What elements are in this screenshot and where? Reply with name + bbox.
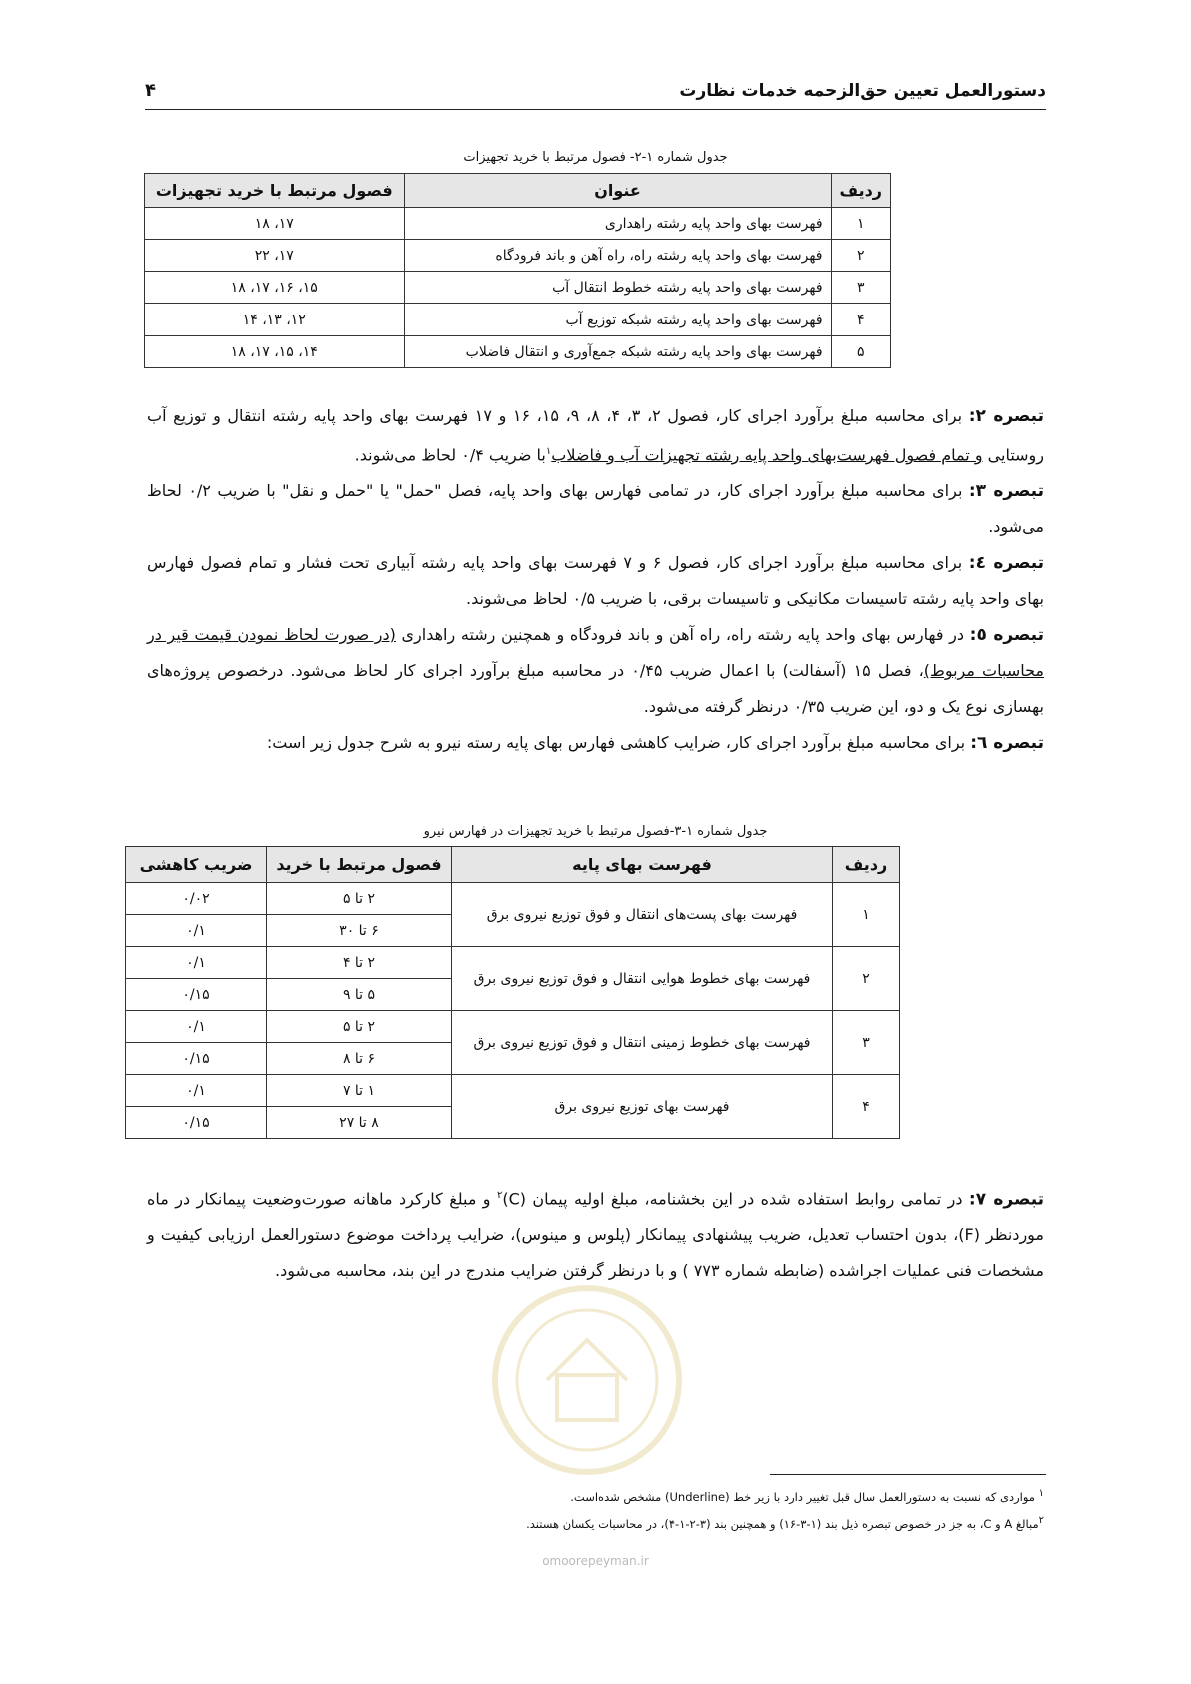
table1-cell-title: فهرست بهای واحد پایه رشته شبکه جمع‌آوری و انتقال فاضلاب (404, 336, 831, 368)
table2-cell-factor: ۰/۱ (126, 1011, 267, 1043)
table1-cell-chapters: ۱۷، ۱۸ (145, 208, 405, 240)
table1-cell-title: فهرست بهای واحد پایه رشته شبکه توزیع آب (404, 304, 831, 336)
note-3-text: برای محاسبه مبلغ برآورد اجرای کار، در تمامی فهارس بهای واحد پایه، فصل "حمل" یا "حمل و نقل" با ضریب ۰/۲ لحاظ می‌شود. (147, 481, 1044, 537)
footnote-2-num: ۲ (1038, 1514, 1044, 1526)
table1-row (145, 304, 891, 336)
table2-caption: جدول شماره ۱-۳-فصول مرتبط با خرید تجهیزات در فهارس نیرو (423, 824, 768, 839)
table1-cell-chapters: ۱۵، ۱۶، ۱۷، ۱۸ (145, 272, 405, 304)
note-7 (147, 1178, 1044, 1289)
table1-cell-row-num: ۱ (831, 208, 890, 240)
table2 (125, 846, 900, 1139)
table2-cell-factor: ۰/۰۲ (126, 883, 267, 915)
table2-cell-row-num: ۲ (833, 947, 900, 1011)
table2-cell-chapters: ۲ تا ۵ (267, 1011, 452, 1043)
table1-cell-title: فهرست بهای واحد پایه رشته راهداری (404, 208, 831, 240)
table2-cell-title: فهرست بهای توزیع نیروی برق (452, 1075, 833, 1139)
footnote-1-text: مواردی که نسبت به دستورالعمل سال قبل تغییر دارد با زیر خط (Underline) مشخص شده‌است. (570, 1489, 1035, 1504)
table2-cell-factor: ۰/۱۵ (126, 1107, 267, 1139)
table2-cell-chapters: ۶ تا ۸ (267, 1043, 452, 1075)
footnote-1-num: ۱ (1038, 1488, 1044, 1499)
note-2 (147, 398, 1044, 473)
table1 (144, 173, 891, 368)
table1-header-title: عنوان (404, 174, 831, 208)
note-4-label: تبصره ٤: (968, 553, 1045, 574)
note-2-underlined: و تمام فصول فهرست‌بهای واحد پایه رشته تجهیزات آب و فاضلاب (551, 445, 983, 465)
table2-row (126, 883, 900, 915)
table1-cell-title: فهرست بهای واحد پایه رشته راه، راه آهن و باند فرودگاه (404, 240, 831, 272)
table1-cell-chapters: ۱۷، ۲۲ (145, 240, 405, 272)
note-6 (147, 725, 1044, 761)
note-3 (147, 473, 1044, 545)
note-7-text: در تمامی روابط استفاده شده در این بخشنامه، مبلغ اولیه پیمان (C) (502, 1189, 969, 1209)
page-number: ۴ (145, 80, 156, 101)
table2-cell-factor: ۰/۱ (126, 947, 267, 979)
table1-row (145, 240, 891, 272)
note-6-label: تبصره ٦: (970, 733, 1044, 754)
table2-cell-chapters: ۶ تا ۳۰ (267, 915, 452, 947)
table2-cell-factor: ۰/۱ (126, 915, 267, 947)
table2-cell-row-num: ۱ (833, 883, 900, 947)
note-4 (147, 545, 1044, 617)
page-header (145, 74, 1046, 110)
table1-row (145, 208, 891, 240)
note-5-label: تبصره ٥: (969, 625, 1045, 646)
table2-row (126, 1011, 900, 1043)
footnote-2 (147, 1509, 1044, 1536)
note-2-text-end: با ضریب ۰/۴ لحاظ می‌شوند. (354, 445, 546, 465)
footnotes (147, 1482, 1044, 1536)
table2-header-chapters: فصول مرتبط با خرید (267, 847, 452, 883)
table1-row (145, 336, 891, 368)
table2-cell-row-num: ۳ (833, 1011, 900, 1075)
table2-row (126, 1075, 900, 1107)
table1-cell-row-num: ۳ (831, 272, 890, 304)
note-7-text-end: و مبلغ کارکرد ماهانه صورت‌وضعیت پیمانکار در ماه موردنظر (F)، بدون احتساب تعدیل، ضریب پیشنهادی پیمانکار (پلوس و مینوس)، ضرایب پرداخت موضوع دستورالعمل ارزیابی کیفیت و مشخصات فنی عملیات اجراشده (ضابطه شماره ۷۷۳ ) و با درنظر گرفتن ضرایب مندرج در این بند، محاسبه می‌شود. (147, 1189, 1045, 1281)
watermark-site: omoorepeyman.ir (542, 1554, 649, 1568)
table1-cell-title: فهرست بهای واحد پایه رشته خطوط انتقال آب (404, 272, 831, 304)
note-4-text: برای محاسبه مبلغ برآورد اجرای کار، فصول ۶ و ۷ فهرست بهای واحد پایه رشته آبیاری تحت فشار و تمام فصول فهارس بهای واحد پایه رشته تاسیسات مکانیکی و تاسیسات برقی، با ضریب ۰/۵ لحاظ می‌شوند. (147, 553, 1044, 609)
table1-caption: جدول شماره ۱-۲- فصول مرتبط با خرید تجهیزات (463, 150, 728, 165)
table2-cell-row-num: ۴ (833, 1075, 900, 1139)
table1-header-row-num: ردیف (831, 174, 890, 208)
notes-block-2 (147, 1178, 1044, 1289)
table2-header-row-num: ردیف (833, 847, 900, 883)
table1-cell-row-num: ۵ (831, 336, 890, 368)
footnote-2-text: مبالغ A و C، به جز در خصوص تبصره ذیل بند (۱-۳-۱۶) و همچنین بند (۳-۲-۱-۴)، در محاسبات یکسان هستند. (526, 1516, 1039, 1531)
note-7-label: تبصره ۷: (968, 1189, 1045, 1210)
table2-cell-chapters: ۸ تا ۲۷ (267, 1107, 452, 1139)
document-title: دستورالعمل تعیین حق‌الزحمه خدمات نظارت (679, 81, 1046, 101)
table2-cell-title: فهرست بهای پست‌های انتقال و فوق توزیع نیروی برق (452, 883, 833, 947)
table2-cell-chapters: ۵ تا ۹ (267, 979, 452, 1011)
table2-cell-factor: ۰/۱۵ (126, 979, 267, 1011)
watermark-seal-icon (487, 1280, 687, 1480)
table1-cell-chapters: ۱۲، ۱۳، ۱۴ (145, 304, 405, 336)
table1-cell-row-num: ۲ (831, 240, 890, 272)
footnote-divider (770, 1474, 1046, 1475)
table2-cell-factor: ۰/۱۵ (126, 1043, 267, 1075)
table1-cell-chapters: ۱۴، ۱۵، ۱۷، ۱۸ (145, 336, 405, 368)
table2-cell-chapters: ۱ تا ۷ (267, 1075, 452, 1107)
note-5-underlined: (در صورت لحاظ نمودن قیمت قیر در محاسبات مربوط) (147, 625, 1044, 681)
table1-row (145, 272, 891, 304)
table1-cell-row-num: ۴ (831, 304, 890, 336)
footnote-1 (147, 1482, 1044, 1509)
table2-header-title: فهرست بهای پایه (452, 847, 833, 883)
table2-cell-chapters: ۲ تا ۵ (267, 883, 452, 915)
table2-cell-factor: ۰/۱ (126, 1075, 267, 1107)
table2-cell-chapters: ۲ تا ۴ (267, 947, 452, 979)
footnote-ref-1: ۱ (545, 446, 552, 457)
note-2-text: برای محاسبه مبلغ برآورد اجرای کار، فصول ۲، ۳، ۴، ۸، ۹، ۱۵، ۱۶ و ۱۷ فهرست بهای واحد پایه رشته انتقال و توزیع آب روستایی (147, 406, 1044, 465)
notes-block-1 (147, 398, 1044, 761)
note-3-label: تبصره ۳: (968, 481, 1044, 502)
table2-header-factor: ضریب کاهشی (126, 847, 267, 883)
note-5 (147, 617, 1044, 725)
note-2-label: تبصره ۲: (968, 406, 1045, 426)
note-6-text: برای محاسبه مبلغ برآورد اجرای کار، ضرایب کاهشی فهارس بهای پایه رسته نیرو به شرح جدول زیر است: (266, 733, 971, 753)
footnote-ref-2: ۲ (496, 1190, 503, 1201)
note-5-text-end: ، فصل ۱۵ (آسفالت) با اعمال ضریب ۰/۴۵ در محاسبه مبلغ برآورد اجرای کار لحاظ می‌شود. درخصوص پروژه‌های بهسازی نوع یک و دو، این ضریب ۰/۳۵ درنظر گرفته می‌شود. (147, 661, 1044, 717)
table2-cell-title: فهرست بهای خطوط زمینی انتقال و فوق توزیع نیروی برق (452, 1011, 833, 1075)
note-5-text: در فهارس بهای واحد پایه رشته راه، راه آهن و باند فرودگاه و همچنین رشته راهداری (395, 625, 970, 645)
table1-header-chapters: فصول مرتبط با خرید تجهیزات (145, 174, 405, 208)
table2-row (126, 947, 900, 979)
table2-cell-title: فهرست بهای خطوط هوایی انتقال و فوق توزیع نیروی برق (452, 947, 833, 1011)
